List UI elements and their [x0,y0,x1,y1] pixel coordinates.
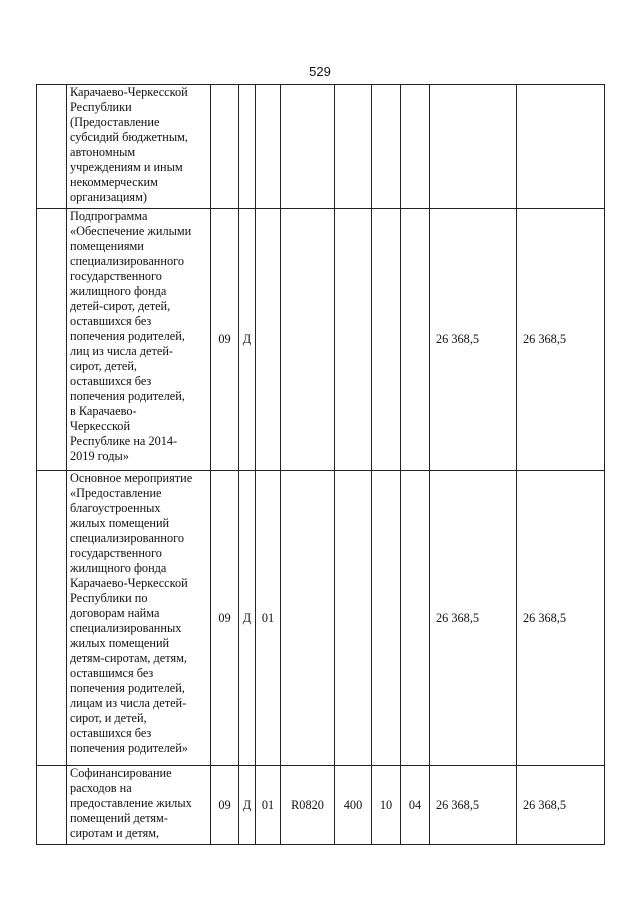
program-code-cell [239,85,256,209]
table-row [37,209,605,471]
table-row [37,471,605,766]
row-name-cell: Софинансирование расходов на предоставление жилых помещений детям- сиротам и детям, [67,766,211,845]
expense-type-cell [335,209,372,471]
page-number: 529 [309,64,331,79]
expense-type-cell [335,471,372,766]
division-cell [372,471,401,766]
amount-cell-1 [430,85,517,209]
direction-code-cell: R0820 [281,766,335,845]
measure-code-cell: 01 [256,766,281,845]
subdivision-cell: 04 [401,766,430,845]
row-name-cell: Карачаево-Черкесской Республики (Предоставление субсидий бюджетным, автономным учреждениям и иным некоммерческим организациям) [67,85,211,209]
expense-type-cell: 400 [335,766,372,845]
direction-code-cell [281,85,335,209]
measure-code-cell [256,209,281,471]
direction-code-cell [281,471,335,766]
program-code-cell: Д [239,209,256,471]
subdivision-cell [401,85,430,209]
amount-cell-2 [517,85,605,209]
division-cell [372,85,401,209]
division-cell: 10 [372,766,401,845]
program-code-cell: Д [239,766,256,845]
program-code-cell: Д [239,471,256,766]
row-number-cell [37,209,67,471]
table-row [37,85,605,209]
amount-cell-2: 26 368,5 [517,471,605,766]
row-number-cell [37,471,67,766]
expense-type-cell [335,85,372,209]
direction-code-cell [281,209,335,471]
measure-code-cell: 01 [256,471,281,766]
amount-cell-1: 26 368,5 [430,209,517,471]
measure-code-cell [256,85,281,209]
section-code-cell [211,85,239,209]
section-code-cell: 09 [211,766,239,845]
division-cell [372,209,401,471]
subdivision-cell [401,471,430,766]
table-row [37,766,605,845]
section-code-cell: 09 [211,209,239,471]
row-name-cell: Подпрограмма «Обеспечение жилыми помещениями специализированного государственного жилищного фонда детей-сирот, детей, оставшихся без попечения родителей, лиц из числа детей- сирот, детей, оставшихся без попечения родителей, в Карачаево- Черкесской Республике на 2014- 2019 годы» [67,209,211,471]
row-number-cell [37,766,67,845]
section-code-cell: 09 [211,471,239,766]
subdivision-cell [401,209,430,471]
amount-cell-2: 26 368,5 [517,209,605,471]
budget-table [36,84,605,845]
amount-cell-1: 26 368,5 [430,471,517,766]
amount-cell-2: 26 368,5 [517,766,605,845]
row-number-cell [37,85,67,209]
amount-cell-1: 26 368,5 [430,766,517,845]
row-name-cell: Основное мероприятие «Предоставление благоустроенных жилых помещений специализированного государственного жилищного фонда Карачаево-Черкесской Республики по договорам найма специализированных жилых помещений детям-сиротам, детям, оставшимся без попечения родителей, лицам из числа детей- сирот, и детей, оставшихся без попечения родителей» [67,471,211,766]
